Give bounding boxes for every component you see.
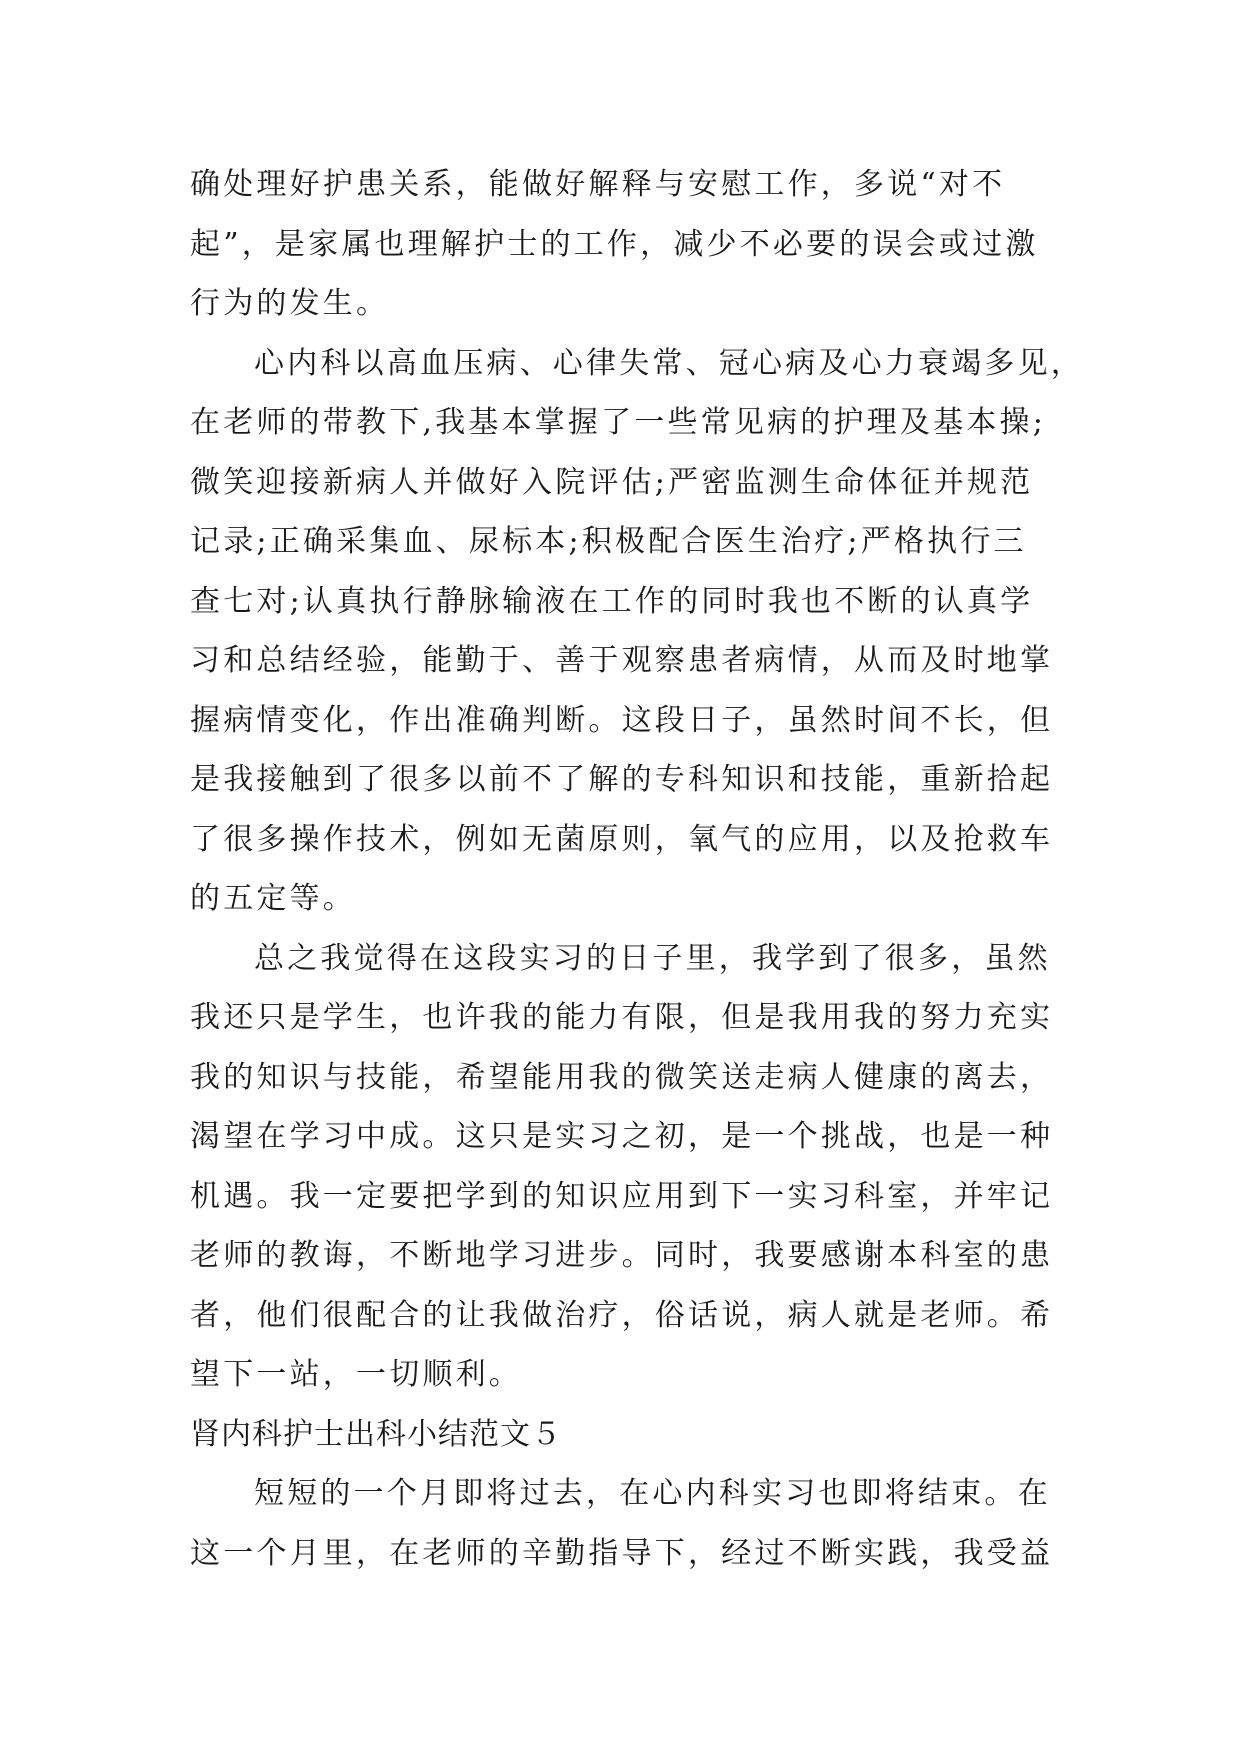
text-line: 我的知识与技能，希望能用我的微笑送走病人健康的离去， (190, 1059, 1054, 1095)
text-line: 短短的一个月即将过去，在心内科实习也即将结束。在 (254, 1476, 1051, 1511)
text-line: 微笑迎接新病人并做好入院评估;严密监测生命体征并规范 (190, 464, 1034, 500)
text-line: 在老师的带教下,我基本掌握了一些常见病的护理及基本操; (190, 405, 1047, 440)
text-line: 习和总结经验，能勤于、善于观察患者病情，从而及时地掌 (190, 643, 1054, 678)
text-line: 查七对;认真执行静脉输液在工作的同时我也不断的认真学 (190, 583, 1034, 619)
document-body (190, 155, 1084, 1583)
text-line: 我还只是学生，也许我的能力有限，但是我用我的努力充实 (190, 1000, 1054, 1035)
text-line: 望下一站，一切顺利。 (190, 1357, 522, 1392)
paragraph-summary (190, 929, 1060, 1405)
text-line: 老师的教诲，不断地学习进步。同时，我要感谢本科室的患 (190, 1238, 1054, 1273)
text-line: 记录;正确采集血、尿标本;积极配合医生治疗;严格执行三 (190, 524, 1027, 559)
paragraph-continuation (190, 155, 1060, 334)
text-line: 起”，是家属也理解护士的工作，减少不必要的误会或过激 (190, 226, 1039, 262)
text-line: 者，他们很配合的让我做治疗，俗话说，病人就是老师。希 (190, 1297, 1054, 1333)
section-heading-text: 肾内科护士出科小结范文５ (190, 1416, 562, 1452)
text-line: 是我接触到了很多以前不了解的专科知识和技能，重新拾起 (190, 762, 1054, 797)
section-heading (190, 1405, 1060, 1465)
text-line: 机遇。我一定要把学到的知识应用到下一实习科室，并牢记 (190, 1178, 1054, 1214)
text-line: 确处理好护患关系，能做好解释与安慰工作，多说“对不 (190, 167, 1006, 202)
text-line: 了很多操作技术，例如无菌原则，氧气的应用，以及抢救车 (190, 821, 1054, 857)
paragraph-cardiology (190, 334, 1084, 929)
text-line: 的五定等。 (190, 881, 356, 916)
text-line: 渴望在学习中成。这只是实习之初，是一个挑战，也是一种 (190, 1119, 1054, 1154)
text-line: 总之我觉得在这段实习的日子里，我学到了很多，虽然 (254, 940, 1051, 976)
text-line: 行为的发生。 (190, 286, 390, 321)
text-line: 心内科以高血压病、心律失常、冠心病及心力衰竭多见， (254, 345, 1084, 381)
paragraph-nephrology-intro (190, 1464, 1060, 1583)
text-line: 这一个月里，在老师的辛勤指导下，经过不断实践，我受益 (190, 1535, 1054, 1571)
text-line: 握病情变化，作出准确判断。这段日子，虽然时间不长，但 (190, 702, 1054, 738)
